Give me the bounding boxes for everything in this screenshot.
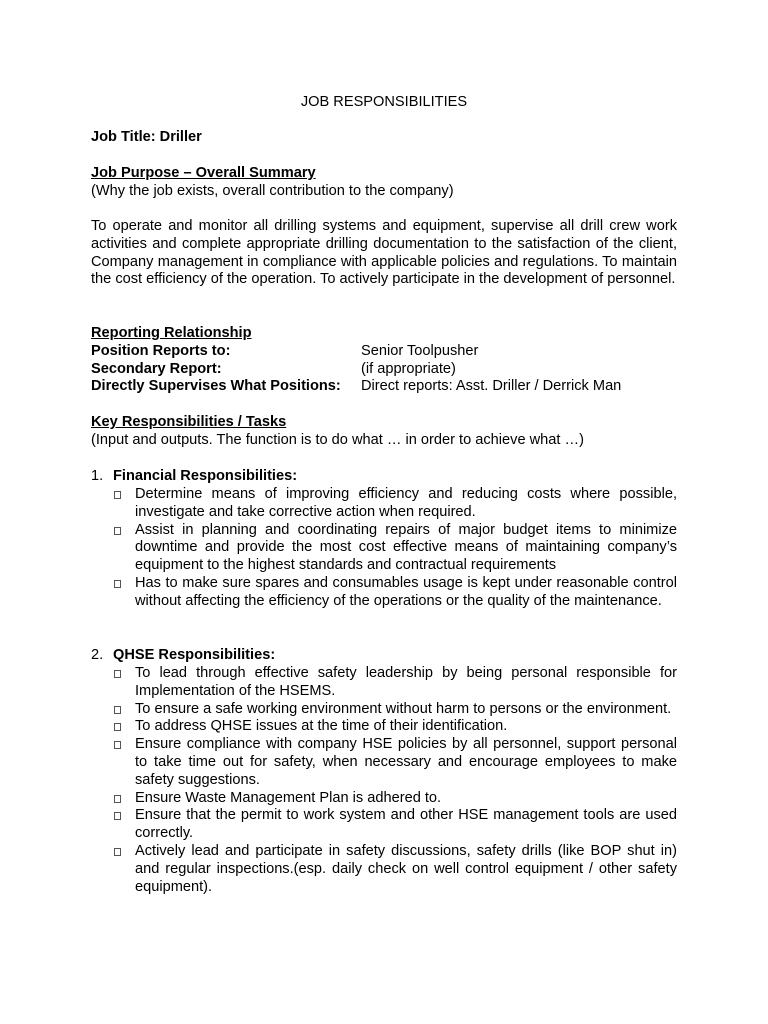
list-item-text: Ensure that the permit to work system and other HSE management tools are used correctly.	[135, 807, 677, 842]
list-item-text: To address QHSE issues at the time of their identification.	[135, 718, 508, 735]
job-purpose-subheading: (Why the job exists, overall contribution to the company)	[91, 182, 454, 199]
key-responsibilities-subheading: (Input and outputs. The function is to do what … in order to achieve what …)	[91, 431, 584, 448]
section-number: 2.	[91, 647, 104, 663]
key-responsibilities-section	[91, 414, 677, 450]
section-title	[91, 647, 275, 665]
section-title	[91, 468, 297, 486]
document-title: JOB RESPONSIBILITIES	[300, 94, 468, 110]
checkbox-bullet-icon	[114, 580, 121, 588]
reporting-row	[91, 378, 677, 396]
list-item-text: To lead through effective safety leadership by being personal responsible for Implementation of the HSEMS.	[135, 665, 677, 699]
reporting-section	[91, 325, 677, 396]
qhse-responsibilities-list	[113, 665, 677, 896]
job-purpose-heading: Job Purpose – Overall Summary	[91, 165, 316, 181]
checkbox-bullet-icon	[114, 670, 121, 678]
reporting-row	[91, 361, 677, 379]
list-item-text: Assist in planning and coordinating repairs of major budget items to minimize downtime and provide the most cost effective means of maintaining company’s equipment to the highest standards and contractual requirements	[135, 521, 677, 574]
list-item-text: Determine means of improving efficiency and reducing costs where possible, investigate and take corrective action when required.	[135, 486, 677, 520]
reporting-label: Directly Supervises What Positions:	[91, 378, 341, 395]
list-item	[113, 790, 677, 808]
checkbox-bullet-icon	[114, 706, 121, 714]
list-item	[113, 718, 677, 736]
checkbox-bullet-icon	[114, 527, 121, 535]
checkbox-bullet-icon	[114, 812, 121, 820]
key-responsibilities-heading: Key Responsibilities / Tasks	[91, 414, 287, 430]
checkbox-bullet-icon	[114, 795, 121, 803]
reporting-row	[91, 343, 677, 361]
reporting-heading: Reporting Relationship	[91, 325, 252, 341]
list-item	[113, 807, 677, 843]
list-item	[113, 665, 677, 701]
list-item-text: Ensure compliance with company HSE policies by all personnel, support personal to take time out for safety, when necessary and encourage employees to make safety suggestions.	[135, 736, 677, 788]
section-title-text: Financial Responsibilities:	[113, 468, 298, 484]
list-item	[113, 736, 677, 789]
list-item-text: Ensure Waste Management Plan is adhered to.	[135, 789, 442, 806]
list-item-text: Actively lead and participate in safety discussions, safety drills (like BOP shut in) and regular inspections.(esp. daily check on well control equipment / other safety equipment).	[135, 842, 677, 895]
checkbox-bullet-icon	[114, 491, 121, 499]
financial-responsibilities-list	[113, 486, 677, 611]
list-item	[113, 522, 677, 575]
job-title: Job Title: Driller	[91, 129, 202, 145]
reporting-label: Position Reports to:	[91, 342, 231, 359]
list-item	[113, 701, 677, 719]
checkbox-bullet-icon	[114, 848, 121, 856]
checkbox-bullet-icon	[114, 723, 121, 731]
section-title-text: QHSE Responsibilities:	[113, 647, 276, 663]
list-item-text: Has to make sure spares and consumables usage is kept under reasonable control without affecting the efficiency of the operations or the quality of the maintenance.	[135, 574, 677, 609]
job-purpose-body: To operate and monitor all drilling systems and equipment, supervise all drill crew work activities and complete appropriate drilling documentation to the satisfaction of the client, Company management in compliance with applicable policies and regulations. To maintain the cost efficiency of the operation. To actively participate in the development of personnel.	[91, 218, 677, 288]
reporting-label: Secondary Report:	[91, 360, 222, 377]
list-item-text: To ensure a safe working environment without harm to persons or the environment.	[135, 700, 672, 717]
checkbox-bullet-icon	[114, 741, 121, 749]
reporting-value: (if appropriate)	[361, 360, 456, 377]
list-item	[113, 843, 677, 896]
job-purpose-section	[91, 165, 677, 201]
reporting-value: Senior Toolpusher	[361, 342, 479, 359]
reporting-value: Direct reports: Asst. Driller / Derrick Man	[361, 378, 622, 395]
list-item	[113, 486, 677, 522]
section-number: 1.	[91, 468, 104, 484]
list-item	[113, 575, 677, 611]
